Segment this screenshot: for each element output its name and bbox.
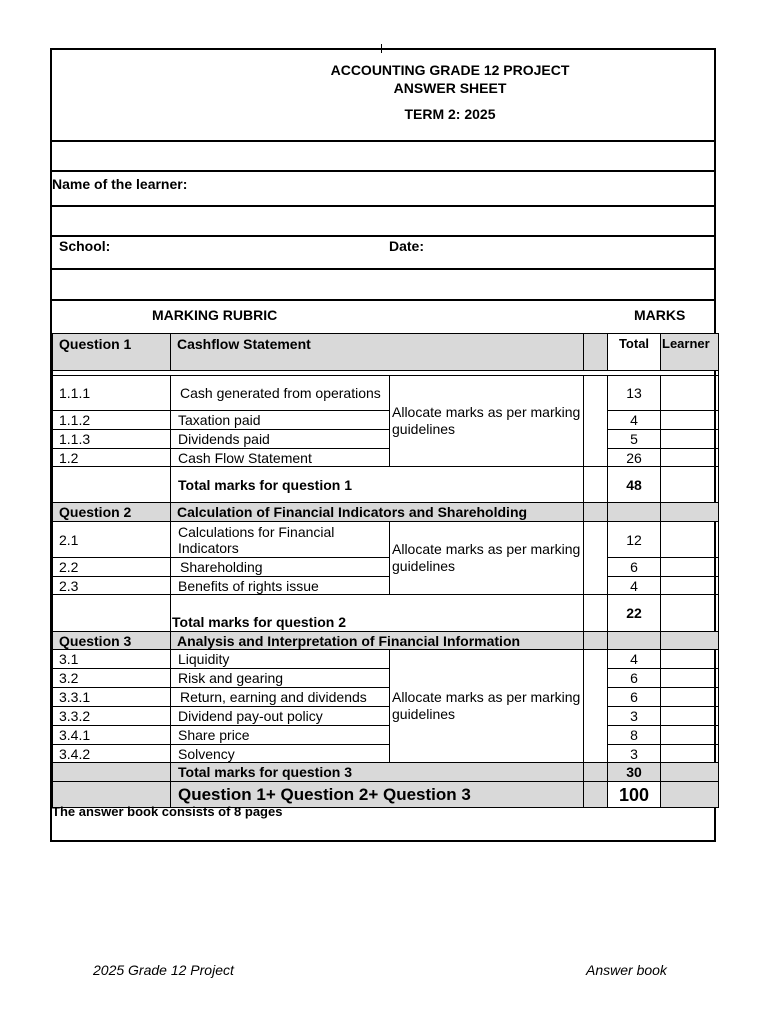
divider xyxy=(52,140,714,142)
learner-mark-cell[interactable] xyxy=(661,467,719,503)
question-1-header xyxy=(53,334,719,371)
divider xyxy=(52,268,714,270)
item-marks: 6 xyxy=(608,558,661,577)
question-2-header xyxy=(53,503,719,522)
learner-mark-cell[interactable] xyxy=(661,745,719,763)
item-description: Dividends paid xyxy=(171,430,390,449)
question-3-header xyxy=(53,632,719,650)
item-marks: 5 xyxy=(608,430,661,449)
table-row xyxy=(53,430,719,449)
blank-cell xyxy=(584,522,608,595)
blank-cell xyxy=(584,334,608,371)
learner-mark-cell[interactable] xyxy=(661,595,719,632)
item-marks: 26 xyxy=(608,449,661,467)
blank-cell xyxy=(608,632,661,650)
blank-cell xyxy=(584,595,608,632)
table-row xyxy=(53,726,719,745)
item-number: 1.1.1 xyxy=(53,376,171,411)
item-number: 3.4.2 xyxy=(53,745,171,763)
total-label: Total marks for question 3 xyxy=(171,763,584,782)
blank-cell xyxy=(584,632,608,650)
item-number: 1.1.3 xyxy=(53,430,171,449)
item-marks: 3 xyxy=(608,707,661,726)
question-3-total-row xyxy=(53,763,719,782)
total-marks: 22 xyxy=(608,595,661,632)
divider xyxy=(52,205,714,207)
learner-mark-cell[interactable] xyxy=(661,650,719,669)
item-marks: 6 xyxy=(608,688,661,707)
learner-mark-cell[interactable] xyxy=(661,726,719,745)
learner-mark-cell[interactable] xyxy=(661,376,719,411)
item-marks: 6 xyxy=(608,669,661,688)
blank-cell xyxy=(53,595,171,632)
item-description: Shareholding xyxy=(171,558,390,577)
item-description: Dividend pay-out policy xyxy=(171,707,390,726)
divider xyxy=(52,235,714,237)
item-number: 3.4.1 xyxy=(53,726,171,745)
grand-total-label: Question 1+ Question 2+ Question 3 xyxy=(171,782,584,808)
item-description: Risk and gearing xyxy=(171,669,390,688)
learner-mark-cell[interactable] xyxy=(661,522,719,558)
question-title: Calculation of Financial Indicators and Shareholding xyxy=(171,503,584,522)
blank-cell xyxy=(53,763,171,782)
item-description: Cash generated from operations xyxy=(171,376,390,411)
item-description: Benefits of rights issue xyxy=(171,577,390,595)
table-row xyxy=(53,707,719,726)
allocate-note: Allocate marks as per marking guidelines xyxy=(390,522,584,595)
marks-heading: MARKS xyxy=(634,307,686,323)
item-description: Calculations for Financial Indicators xyxy=(171,522,390,558)
item-number: 3.3.1 xyxy=(53,688,171,707)
item-number: 1.1.2 xyxy=(53,411,171,430)
learner-column-header: Learner xyxy=(661,334,719,371)
item-marks: 3 xyxy=(608,745,661,763)
item-marks: 4 xyxy=(608,577,661,595)
item-description: Cash Flow Statement xyxy=(171,449,390,467)
learner-name-label: Name of the learner: xyxy=(52,176,188,192)
grand-total: 100 xyxy=(608,782,661,808)
blank-cell xyxy=(661,632,719,650)
item-marks: 4 xyxy=(608,650,661,669)
question-title: Cashflow Statement xyxy=(171,334,584,371)
allocate-note: Allocate marks as per marking guidelines xyxy=(390,650,584,763)
question-label: Question 2 xyxy=(53,503,171,522)
learner-mark-cell[interactable] xyxy=(661,688,719,707)
total-label: Total marks for question 2 xyxy=(171,595,584,632)
learner-mark-cell[interactable] xyxy=(661,577,719,595)
learner-mark-cell[interactable] xyxy=(661,707,719,726)
item-number: 3.3.2 xyxy=(53,707,171,726)
title-block xyxy=(52,61,714,123)
item-number: 2.1 xyxy=(53,522,171,558)
table-row xyxy=(53,669,719,688)
blank-cell xyxy=(661,503,719,522)
item-description: Taxation paid xyxy=(171,411,390,430)
learner-mark-cell[interactable] xyxy=(661,430,719,449)
total-column-header: Total xyxy=(608,334,661,371)
table-row xyxy=(53,577,719,595)
table-row xyxy=(53,411,719,430)
blank-cell xyxy=(584,467,608,503)
blank-cell xyxy=(584,376,608,467)
question-1-total-row xyxy=(53,467,719,503)
title-term: TERM 2: 2025 xyxy=(404,106,496,122)
total-label: Total marks for question 1 xyxy=(171,467,584,503)
table-row xyxy=(53,650,719,669)
item-number: 2.2 xyxy=(53,558,171,577)
item-marks: 13 xyxy=(608,376,661,411)
blank-cell xyxy=(584,763,608,782)
item-number: 3.1 xyxy=(53,650,171,669)
title-line-1: ACCOUNTING GRADE 12 PROJECT xyxy=(330,62,570,78)
date-label: Date: xyxy=(389,238,425,254)
table-row xyxy=(53,558,719,577)
item-description: Return, earning and dividends xyxy=(171,688,390,707)
allocate-note: Allocate marks as per marking guidelines xyxy=(390,376,584,467)
item-marks: 4 xyxy=(608,411,661,430)
divider xyxy=(52,170,714,172)
total-marks: 30 xyxy=(608,763,661,782)
item-number: 3.2 xyxy=(53,669,171,688)
item-number: 2.3 xyxy=(53,577,171,595)
learner-mark-cell[interactable] xyxy=(661,669,719,688)
table-row xyxy=(53,376,719,411)
item-number: 1.2 xyxy=(53,449,171,467)
item-description: Solvency xyxy=(171,745,390,763)
question-2-total-row xyxy=(53,595,719,632)
marking-rubric-heading: MARKING RUBRIC xyxy=(152,307,278,323)
learner-mark-cell[interactable] xyxy=(661,558,719,577)
item-description: Liquidity xyxy=(171,650,390,669)
blank-cell xyxy=(661,782,719,808)
blank-cell xyxy=(584,782,608,808)
item-marks: 8 xyxy=(608,726,661,745)
blank-cell xyxy=(584,503,608,522)
title-line-2: ANSWER SHEET xyxy=(393,80,507,96)
question-label: Question 3 xyxy=(53,632,171,650)
item-description: Share price xyxy=(171,726,390,745)
learner-mark-cell[interactable] xyxy=(661,449,719,467)
footer-left: 2025 Grade 12 Project xyxy=(93,962,234,978)
footer-right: Answer book xyxy=(586,962,667,978)
question-title: Analysis and Interpretation of Financial Information xyxy=(171,632,584,650)
school-label: School: xyxy=(59,238,111,254)
table-row xyxy=(53,449,719,467)
answer-sheet xyxy=(50,48,716,842)
table-row xyxy=(53,522,719,558)
divider xyxy=(52,299,714,301)
table-row xyxy=(53,688,719,707)
page-count-note: The answer book consists of 8 pages xyxy=(52,804,283,819)
learner-mark-cell[interactable] xyxy=(661,411,719,430)
blank-cell xyxy=(661,763,719,782)
blank-cell xyxy=(584,650,608,763)
item-marks: 12 xyxy=(608,522,661,558)
blank-cell xyxy=(608,503,661,522)
total-marks: 48 xyxy=(608,467,661,503)
question-label: Question 1 xyxy=(53,334,171,371)
marking-rubric-table xyxy=(52,333,719,808)
blank-cell xyxy=(53,467,171,503)
table-row xyxy=(53,745,719,763)
